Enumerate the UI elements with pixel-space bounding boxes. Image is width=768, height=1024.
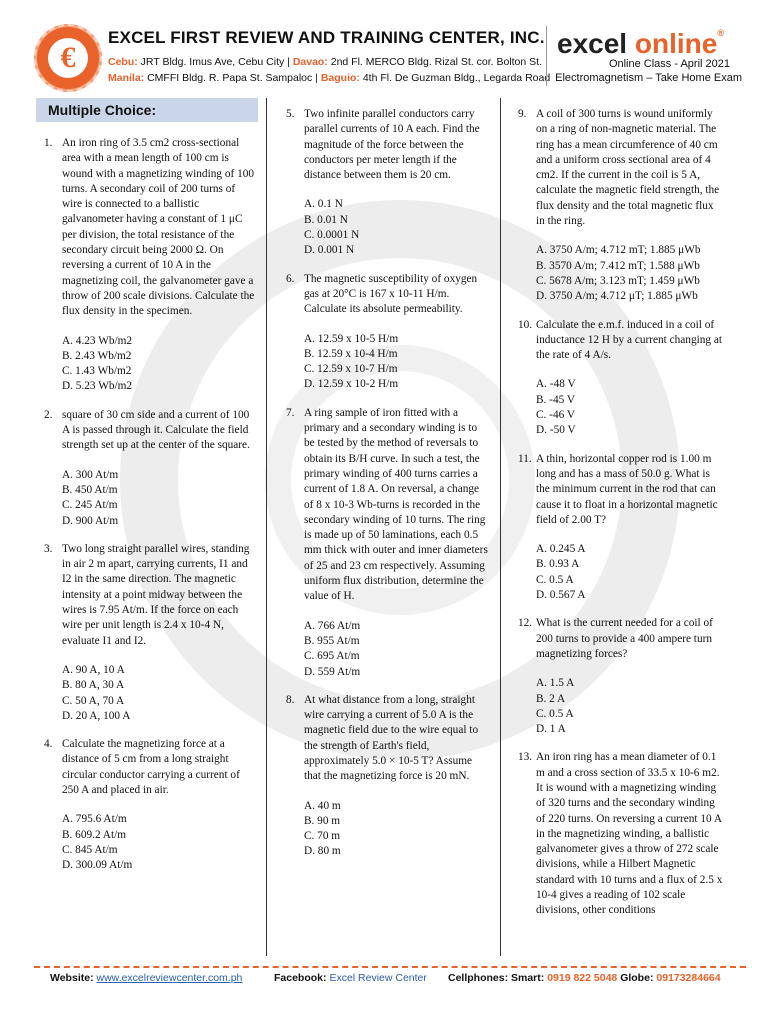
answer-option: C. 0.0001 N [304,229,360,242]
question-item [36,542,258,724]
answer-option: D. 0.001 N [304,244,355,257]
answer-option: C. 50 A, 70 A [62,694,125,707]
answer-option: B. 2.43 Wb/m2 [62,349,132,362]
question-number: 1. [44,137,53,149]
question-number: 12. [518,617,533,630]
question-item [278,107,490,259]
column-3 [510,107,724,933]
question-item [36,136,258,395]
answer-option: A. 795.6 At/m [62,813,127,826]
answer-option: D. -50 V [536,424,576,437]
question-number: 7. [286,406,295,419]
answer-option: C. 845 At/m [62,843,118,856]
answer-option: B. -45 V [536,393,576,406]
answer-option: C. 695 At/m [304,650,360,663]
answer-option: A. 0.1 N [304,198,343,211]
answer-option: C. 1.43 Wb/m2 [62,365,132,378]
answer-option: C. 245 At/m [62,499,118,512]
answer-option: D. 1 A [536,723,566,736]
footer-website: Website: www.excelreviewcenter.com.ph [50,972,243,984]
address-line-1: Cebu: JRT Bldg. Imus Ave, Cebu City | Davao: 2nd Fl. MERCO Bldg. Rizal St. cor. Bolton St. [108,56,542,68]
answer-option: D. 559 At/m [304,665,361,678]
answer-option: A. 90 A, 10 A [62,663,125,676]
answer-option: B. 90 m [304,814,341,827]
class-line: Online Class - April 2021 [608,58,730,70]
question-stem: What is the current needed for a coil of 200 turns to provide a 400 ampere turn magnetizing forces? [536,617,713,660]
question-item [278,693,490,860]
question-item [510,318,724,439]
question-item [278,406,490,680]
section-title: Multiple Choice: [36,98,258,122]
question-number: 3. [44,542,53,555]
answer-option: B. 609.2 At/m [62,828,127,841]
question-stem: Two long straight parallel wires, standing in air 2 m apart, carrying currents, I1 and I2 in the same direction. The magnetic intensity at a point midway between the wires is 7.95 At/m. If the force on each wire per unit length is 2.4 x 10-4 N, evaluate I1 and I2. [62,542,250,647]
question-stem: An iron ring of 3.5 cm2 cross-sectional area with a mean length of 100 cm is wound with a magnetizing winding of 100 turns. A secondary coil of 200 turns of wire is connected to a ballistic galvanometer having a constant of 1 μC per division, the total resistance of the secondary circuit being 2000 Ω. On reversing a current of 10 A in the magnetizing coil, the galvanometer gave a throw of 200 scale divisions. Calculate the flux density in the specimen. [62,137,255,318]
answer-option: A. 4.23 Wb/m2 [62,334,133,347]
question-number: 13. [518,751,533,764]
answer-option: B. 3570 A/m; 7.412 mT; 1.588 μWb [536,259,700,272]
answer-option: C. -46 V [536,409,576,422]
footer-phones: Cellphones: Smart: 0919 822 5048 Globe: 09173284664 [448,972,721,984]
answer-option: A. -48 V [536,378,576,391]
question-item [510,750,724,918]
question-stem: A ring sample of iron fitted with a primary and a secondary winding is to be tested by the method of reversals to obtain its B/H curve. In such a test, the primary winding of 400 turns carries a current of 1.8 A. On reversal, a change of 8 x 10-3 Wb-turns is recorded in the secondary winding of 10 turns. The ring is made up of 50 laminations, each 0.5 mm thick with outer and inner diameters of 25 and 23 cm respectively. Assuming uniform flux distribution, determine the value of H. [304,406,488,603]
course-line: Electromagnetism – Take Home Exam [555,72,742,84]
question-number: 4. [44,738,53,751]
question-item [36,408,258,529]
answer-option: A. 3750 A/m; 4.712 mT; 1.885 μWb [536,244,701,257]
answer-option: C. 0.5 A [536,573,574,586]
column-divider-1 [266,98,267,956]
question-stem: At what distance from a long, straight wire carrying a current of 5.0 A is the magnetic field due to the wire equal to the strength of Earth's field, approximately 5.0 × 10-5 T? Assume that the magnetizing force is 20 mN. [304,693,479,783]
answer-option: C. 5678 A/m; 3.123 mT; 1.459 μWb [536,274,700,287]
question-item [510,452,724,604]
question-stem: The magnetic susceptibility of oxygen gas at 20°C is 167 x 10-11 H/m. Calculate its absolute permeability. [304,272,478,316]
answer-option: B. 450 At/m [62,483,118,496]
answer-option: B. 955 At/m [304,634,360,647]
answer-option: B. 0.93 A [536,558,580,571]
org-name: EXCEL FIRST REVIEW AND TRAINING CENTER, INC. [108,28,545,47]
answer-option: D. 3750 A/m; 4.712 μT; 1.885 μWb [536,290,698,303]
column-1 [36,136,258,886]
question-item [278,272,490,393]
answer-option: A. 1.5 A [536,677,575,690]
column-2 [278,107,490,873]
question-stem: Calculate the magnetizing force at a distance of 5 cm from a long straight circular conductor carrying a current of 250 A and placed in air. [62,738,240,796]
address-line-2: Manila: CMFFI Bldg. R. Papa St. Sampaloc | Baguio: 4th Fl. De Guzman Bldg., Legarda Road [108,72,551,84]
excel-logo [34,24,102,92]
excel-online-logo: excel online® [557,28,724,59]
answer-option: C. 70 m [304,830,341,843]
answer-option: B. 12.59 x 10-4 H/m [304,347,398,360]
question-item [36,737,258,873]
answer-option: A. 0.245 A [536,543,586,556]
answer-option: A. 40 m [304,799,341,812]
answer-option: D. 12.59 x 10-2 H/m [304,378,399,391]
answer-option: A. 766 At/m [304,619,361,632]
question-number: 6. [286,272,295,285]
question-number: 10. [518,318,533,331]
logo-mark: € [48,38,88,78]
answer-option: B. 80 A, 30 A [62,679,125,692]
answer-option: D. 300.09 At/m [62,859,133,872]
answer-option: A. 300 At/m [62,468,119,481]
question-number: 9. [518,108,527,120]
answer-option: D. 5.23 Wb/m2 [62,380,133,393]
answer-option: B. 2 A [536,692,566,705]
answer-option: D. 0.567 A [536,589,586,602]
answer-option: C. 12.59 x 10-7 H/m [304,363,398,376]
question-stem: An iron ring has a mean diameter of 0.1 m and a cross section of 33.5 x 10-6 m2. It is wound with a magnetizing winding of 320 turns and the secondary winding of 220 turns. On reversing a current 10 A in the magnetizing winding, a ballistic galvanometer gives a throw of 272 scale divisions, while a Hilbert Magnetic standard with 10 turns and a flux of 2.5 x 10-4 gives a reading of 102 scale divisions, other conditions [536,751,723,917]
answer-option: C. 0.5 A [536,707,574,720]
question-stem: Two infinite parallel conductors carry parallel currents of 10 A each. Find the magnitude of the force between the conductors per meter length if the distance between them is 20 cm. [304,108,480,182]
column-divider-2 [500,98,501,956]
question-number: 11. [518,452,532,465]
footer-facebook: Facebook: Excel Review Center [274,972,427,984]
question-stem: A coil of 300 turns is wound uniformly on a ring of non-magnetic material. The ring has a mean circumference of 40 cm and a uniform cross sectional area of 4 cm2. If the current in the coil is 5 A, calculate the magnetic field strength, the flux density and the total magnetic flux in the ring. [536,108,720,228]
question-stem: A thin, horizontal copper rod is 1.00 m long and has a mass of 50.0 g. What is the minimum current in the rod that can cause it to float in a horizontal magnetic field of 2.00 T? [536,452,718,526]
footer-rule [34,966,746,968]
answer-option: D. 20 A, 100 A [62,709,131,722]
answer-option: B. 0.01 N [304,213,348,226]
question-number: 8. [286,693,295,706]
answer-option: D. 80 m [304,845,341,858]
question-item [510,616,724,737]
facebook-link[interactable]: Excel Review Center [329,972,427,984]
question-number: 2. [44,408,53,421]
question-item [510,107,724,305]
question-stem: Calculate the e.m.f. induced in a coil of inductance 12 H by a current changing at the rate of 4 A/s. [536,318,723,362]
question-stem: square of 30 cm side and a current of 100 A is passed through it. Calculate the field strength set up at the center of the square. [62,408,250,452]
answer-option: A. 12.59 x 10-5 H/m [304,332,399,345]
answer-option: D. 900 At/m [62,514,119,527]
website-link[interactable]: www.excelreviewcenter.com.ph [96,972,243,984]
question-number: 5. [286,108,295,120]
